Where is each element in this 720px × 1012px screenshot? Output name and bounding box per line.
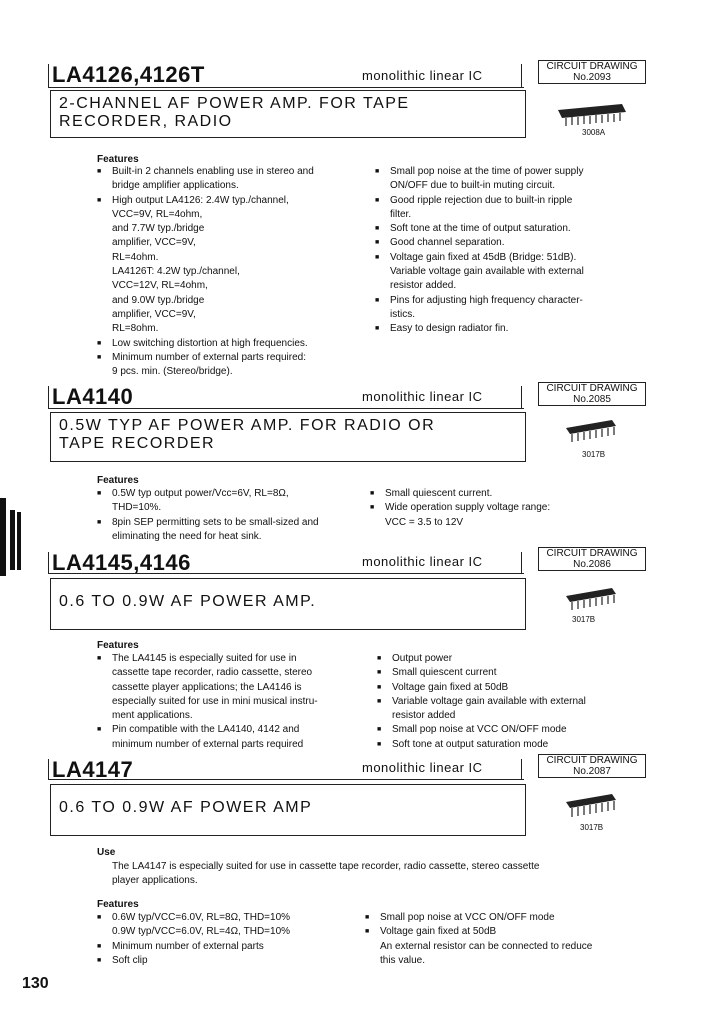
list-item: ■ High output LA4126: 2.4W typ./channel, VCC=9V, RL=4ohm, and 7.7W typ./bridge amplifier, VCC=9V, RL=4ohm. LA4126T: 4.2W typ./channel, VCC=12V, RL=4ohm, and 9.0W typ./bridge amplifier, VCC=9V, RL=8ohm.	[97, 194, 349, 337]
description-text: 0.6 TO 0.9W AF POWER AMP	[59, 799, 313, 816]
features-list-left	[97, 652, 349, 752]
part-number: LA4140	[52, 384, 134, 409]
features-title: Features	[97, 154, 139, 165]
list-item: ■ 8pin SEP permitting sets to be small-sized and eliminating the need for heat sink.	[97, 516, 349, 545]
list-item: ■ 0.6W typ/VCC=6.0V, RL=8Ω, THD=10% 0.9W typ/VCC=6.0V, RL=4Ω, THD=10%	[97, 911, 349, 940]
header-bar-right	[521, 64, 522, 88]
header-bar-left	[48, 759, 49, 780]
edge-tab-mark	[10, 510, 15, 570]
features-title: Features	[97, 640, 139, 651]
list-item: ■ Voltage gain fixed at 50dB An external resistor can be connected to reduce this value.	[365, 925, 625, 968]
description-box	[50, 784, 526, 836]
header-bar-left	[48, 64, 49, 88]
page-number: 130	[22, 975, 49, 992]
list-item: ■ Voltage gain fixed at 45dB (Bridge: 51dB). Variable voltage gain available with external resistor added.	[375, 251, 625, 294]
edge-tab-mark	[0, 498, 6, 576]
header-rule	[48, 573, 524, 574]
ic-package-icon	[562, 790, 622, 822]
list-item: ■ Variable voltage gain available with external resistor added	[377, 695, 622, 724]
use-text: The LA4147 is especially suited for use in cassette tape recorder, radio cassette, stereo cassette player applications.	[112, 861, 540, 887]
features-list-left	[97, 487, 349, 544]
circuit-drawing-label: CIRCUIT DRAWING	[546, 383, 638, 394]
description-box	[50, 90, 526, 138]
use-title: Use	[97, 847, 116, 858]
list-item: ■ Pin compatible with the LA4140, 4142 and minimum number of external parts required	[97, 723, 349, 752]
features-title: Features	[97, 899, 139, 910]
list-item: ■ 0.5W typ output power/Vcc=6V, RL=8Ω, THD=10%.	[97, 487, 349, 516]
ic-package-icon	[562, 416, 622, 446]
ic-type-label: monolithic linear IC	[362, 68, 483, 83]
part-number: LA4145,4146	[52, 550, 191, 575]
package-code: 3017B	[582, 450, 606, 459]
list-item: ■ The LA4145 is especially suited for use in cassette tape recorder, radio cassette, stereo cassette player applications; the LA4146 is especially suited for use in mini musical instru- ment applications.	[97, 652, 349, 723]
drawing-number: No.2093	[573, 72, 611, 83]
features-list-right	[370, 487, 620, 530]
description-text: 2-CHANNEL AF POWER AMP. FOR TAPE RECORDER, RADIO	[59, 95, 410, 130]
ic-type-label: monolithic linear IC	[362, 389, 483, 404]
circuit-drawing-box	[538, 60, 646, 84]
list-item: ■ Voltage gain fixed at 50dB	[377, 681, 622, 695]
circuit-drawing-box	[538, 547, 646, 571]
features-list-left	[97, 911, 349, 968]
list-item: ■ Minimum number of external parts required: 9 pcs. min. (Stereo/bridge).	[97, 351, 349, 380]
features-list-right	[365, 911, 625, 968]
drawing-number: No.2085	[573, 394, 611, 405]
header-rule	[48, 779, 524, 780]
part-number: LA4147	[52, 757, 134, 782]
list-item: ■ Built-in 2 channels enabling use in stereo and bridge amplifier applications.	[97, 165, 349, 194]
list-item: ■ Small pop noise at the time of power supply ON/OFF due to built-in muting circuit.	[375, 165, 625, 194]
header-bar-left	[48, 386, 49, 409]
list-item: ■ Wide operation supply voltage range: VCC = 3.5 to 12V	[370, 501, 620, 530]
description-box	[50, 578, 526, 630]
circuit-drawing-label: CIRCUIT DRAWING	[546, 61, 638, 72]
list-item: ■ Good channel separation.	[375, 236, 625, 250]
ic-package-icon	[552, 98, 632, 130]
list-item: ■ Low switching distortion at high frequencies.	[97, 337, 349, 351]
drawing-number: No.2086	[573, 559, 611, 570]
part-number: LA4126,4126T	[52, 62, 205, 87]
package-code: 3017B	[572, 615, 596, 624]
header-bar-left	[48, 552, 49, 574]
description-text: 0.6 TO 0.9W AF POWER AMP.	[59, 593, 317, 610]
header-bar-right	[521, 552, 522, 574]
ic-type-label: monolithic linear IC	[362, 760, 483, 775]
header-bar-right	[521, 759, 522, 780]
list-item: ■ Soft tone at output saturation mode	[377, 738, 622, 752]
features-list-left	[97, 165, 349, 379]
list-item: ■ Soft tone at the time of output saturation.	[375, 222, 625, 236]
description-text: 0.5W TYP AF POWER AMP. FOR RADIO OR TAPE RECORDER	[59, 417, 436, 452]
list-item: ■ Small pop noise at VCC ON/OFF mode	[365, 911, 625, 925]
list-item: ■ Small pop noise at VCC ON/OFF mode	[377, 723, 622, 737]
circuit-drawing-label: CIRCUIT DRAWING	[546, 755, 638, 766]
list-item: ■ Output power	[377, 652, 622, 666]
header-rule	[48, 87, 524, 88]
list-item: ■ Small quiescent current	[377, 666, 622, 680]
edge-tab-mark	[17, 512, 21, 570]
drawing-number: No.2087	[573, 766, 611, 777]
circuit-drawing-box	[538, 754, 646, 778]
features-title: Features	[97, 475, 139, 486]
list-item: ■ Easy to design radiator fin.	[375, 322, 625, 336]
description-box	[50, 412, 526, 462]
ic-type-label: monolithic linear IC	[362, 554, 483, 569]
features-list-right	[377, 652, 622, 752]
features-list-right	[375, 165, 625, 337]
list-item: ■ Small quiescent current.	[370, 487, 620, 501]
package-code: 3017B	[580, 823, 604, 832]
header-bar-right	[521, 386, 522, 409]
package-code: 3008A	[582, 128, 606, 137]
list-item: ■ Soft clip	[97, 954, 349, 968]
list-item: ■ Minimum number of external parts	[97, 940, 349, 954]
list-item: ■ Pins for adjusting high frequency character- istics.	[375, 294, 625, 323]
list-item: ■ Good ripple rejection due to built-in ripple filter.	[375, 194, 625, 223]
circuit-drawing-label: CIRCUIT DRAWING	[546, 548, 638, 559]
ic-package-icon	[562, 584, 622, 614]
circuit-drawing-box	[538, 382, 646, 406]
header-rule	[48, 408, 524, 409]
